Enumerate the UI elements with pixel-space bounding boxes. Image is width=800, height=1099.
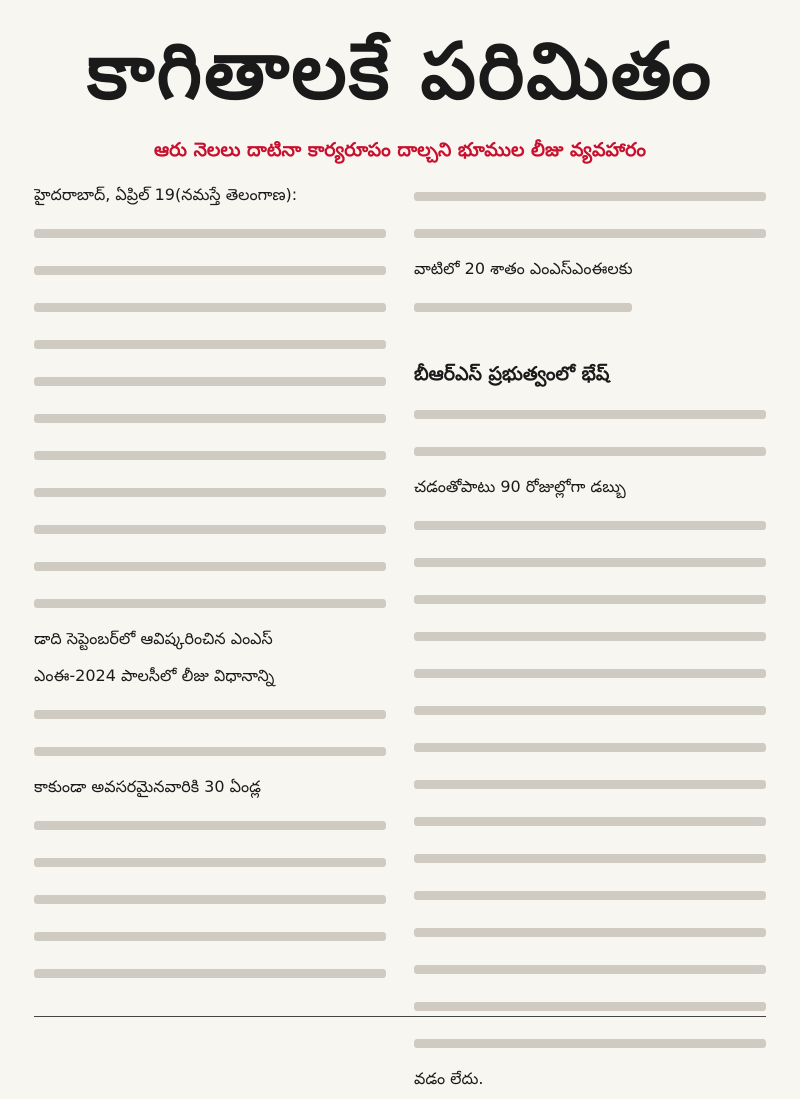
body-line-placeholder (414, 618, 766, 655)
body-line: కాకుండా అవసరమైనవారికి 30 ఏండ్ల (34, 777, 261, 796)
right-column (414, 178, 766, 1099)
body-line-placeholder (34, 955, 386, 992)
body-line-placeholder (34, 807, 386, 844)
body-line-placeholder (414, 544, 766, 581)
bottom-rule (34, 1016, 766, 1017)
body-line-placeholder (414, 433, 766, 470)
body-line-placeholder (34, 252, 386, 289)
body-line-placeholder (414, 951, 766, 988)
body-line-placeholder (414, 729, 766, 766)
body-line-placeholder (34, 474, 386, 511)
body-line-placeholder (34, 289, 386, 326)
body-line-placeholder (414, 396, 766, 433)
body-line-placeholder (414, 840, 766, 877)
body-line-placeholder (34, 881, 386, 918)
body-line-placeholder (414, 507, 766, 544)
body-line-placeholder (34, 548, 386, 585)
body-line-placeholder (34, 844, 386, 881)
subheadline: ఆరు నెలలు దాటినా కార్యరూపం దాల్చని భూముల లీజు వ్యవహారం (153, 139, 647, 161)
body-line-placeholder (414, 988, 766, 1025)
body-line-placeholder (34, 400, 386, 437)
body-line: చడంతోపాటు 90 రోజుల్లోగా డబ్బు (414, 477, 626, 496)
body-line-placeholder (414, 215, 766, 252)
body-line-placeholder (414, 803, 766, 840)
body-line-placeholder (34, 511, 386, 548)
body-line-placeholder (414, 581, 766, 618)
body-line-placeholder (34, 918, 386, 955)
body-line: వడం లేదు. (414, 1069, 484, 1088)
body-line-placeholder (414, 877, 766, 914)
article-columns (34, 178, 766, 1099)
body-line-placeholder (34, 437, 386, 474)
body-line-placeholder (414, 655, 766, 692)
body-line-placeholder (34, 326, 386, 363)
body-line: డాది సెప్టెంబర్‌లో ఆవిష్కరించిన ఎంఎస్ (34, 629, 273, 648)
body-line-placeholder (34, 363, 386, 400)
body-line-placeholder (34, 585, 386, 622)
body-line-placeholder (34, 733, 386, 770)
left-column (34, 178, 386, 1099)
body-line: వాటిలో 20 శాతం ఎంఎస్ఎంఈలకు (414, 259, 633, 278)
dateline: హైదరాబాద్, ఏప్రిల్ 19(నమస్తే తెలంగాణ): (34, 185, 298, 204)
body-line-placeholder (414, 914, 766, 951)
body-line-placeholder (414, 766, 766, 803)
body-line-placeholder (414, 289, 766, 326)
body-line-placeholder (34, 696, 386, 733)
body-line: ఎంఈ-2024 పాలసీలో లీజు విధానాన్ని (34, 666, 275, 685)
body-line-placeholder (414, 692, 766, 729)
body-line-placeholder (414, 178, 766, 215)
body-line-placeholder (34, 215, 386, 252)
headline: కాగితాలకే పరిమితం (87, 27, 713, 117)
section-heading: బీఆర్ఎస్ ప్రభుత్వంలో భేష్ (414, 362, 610, 385)
